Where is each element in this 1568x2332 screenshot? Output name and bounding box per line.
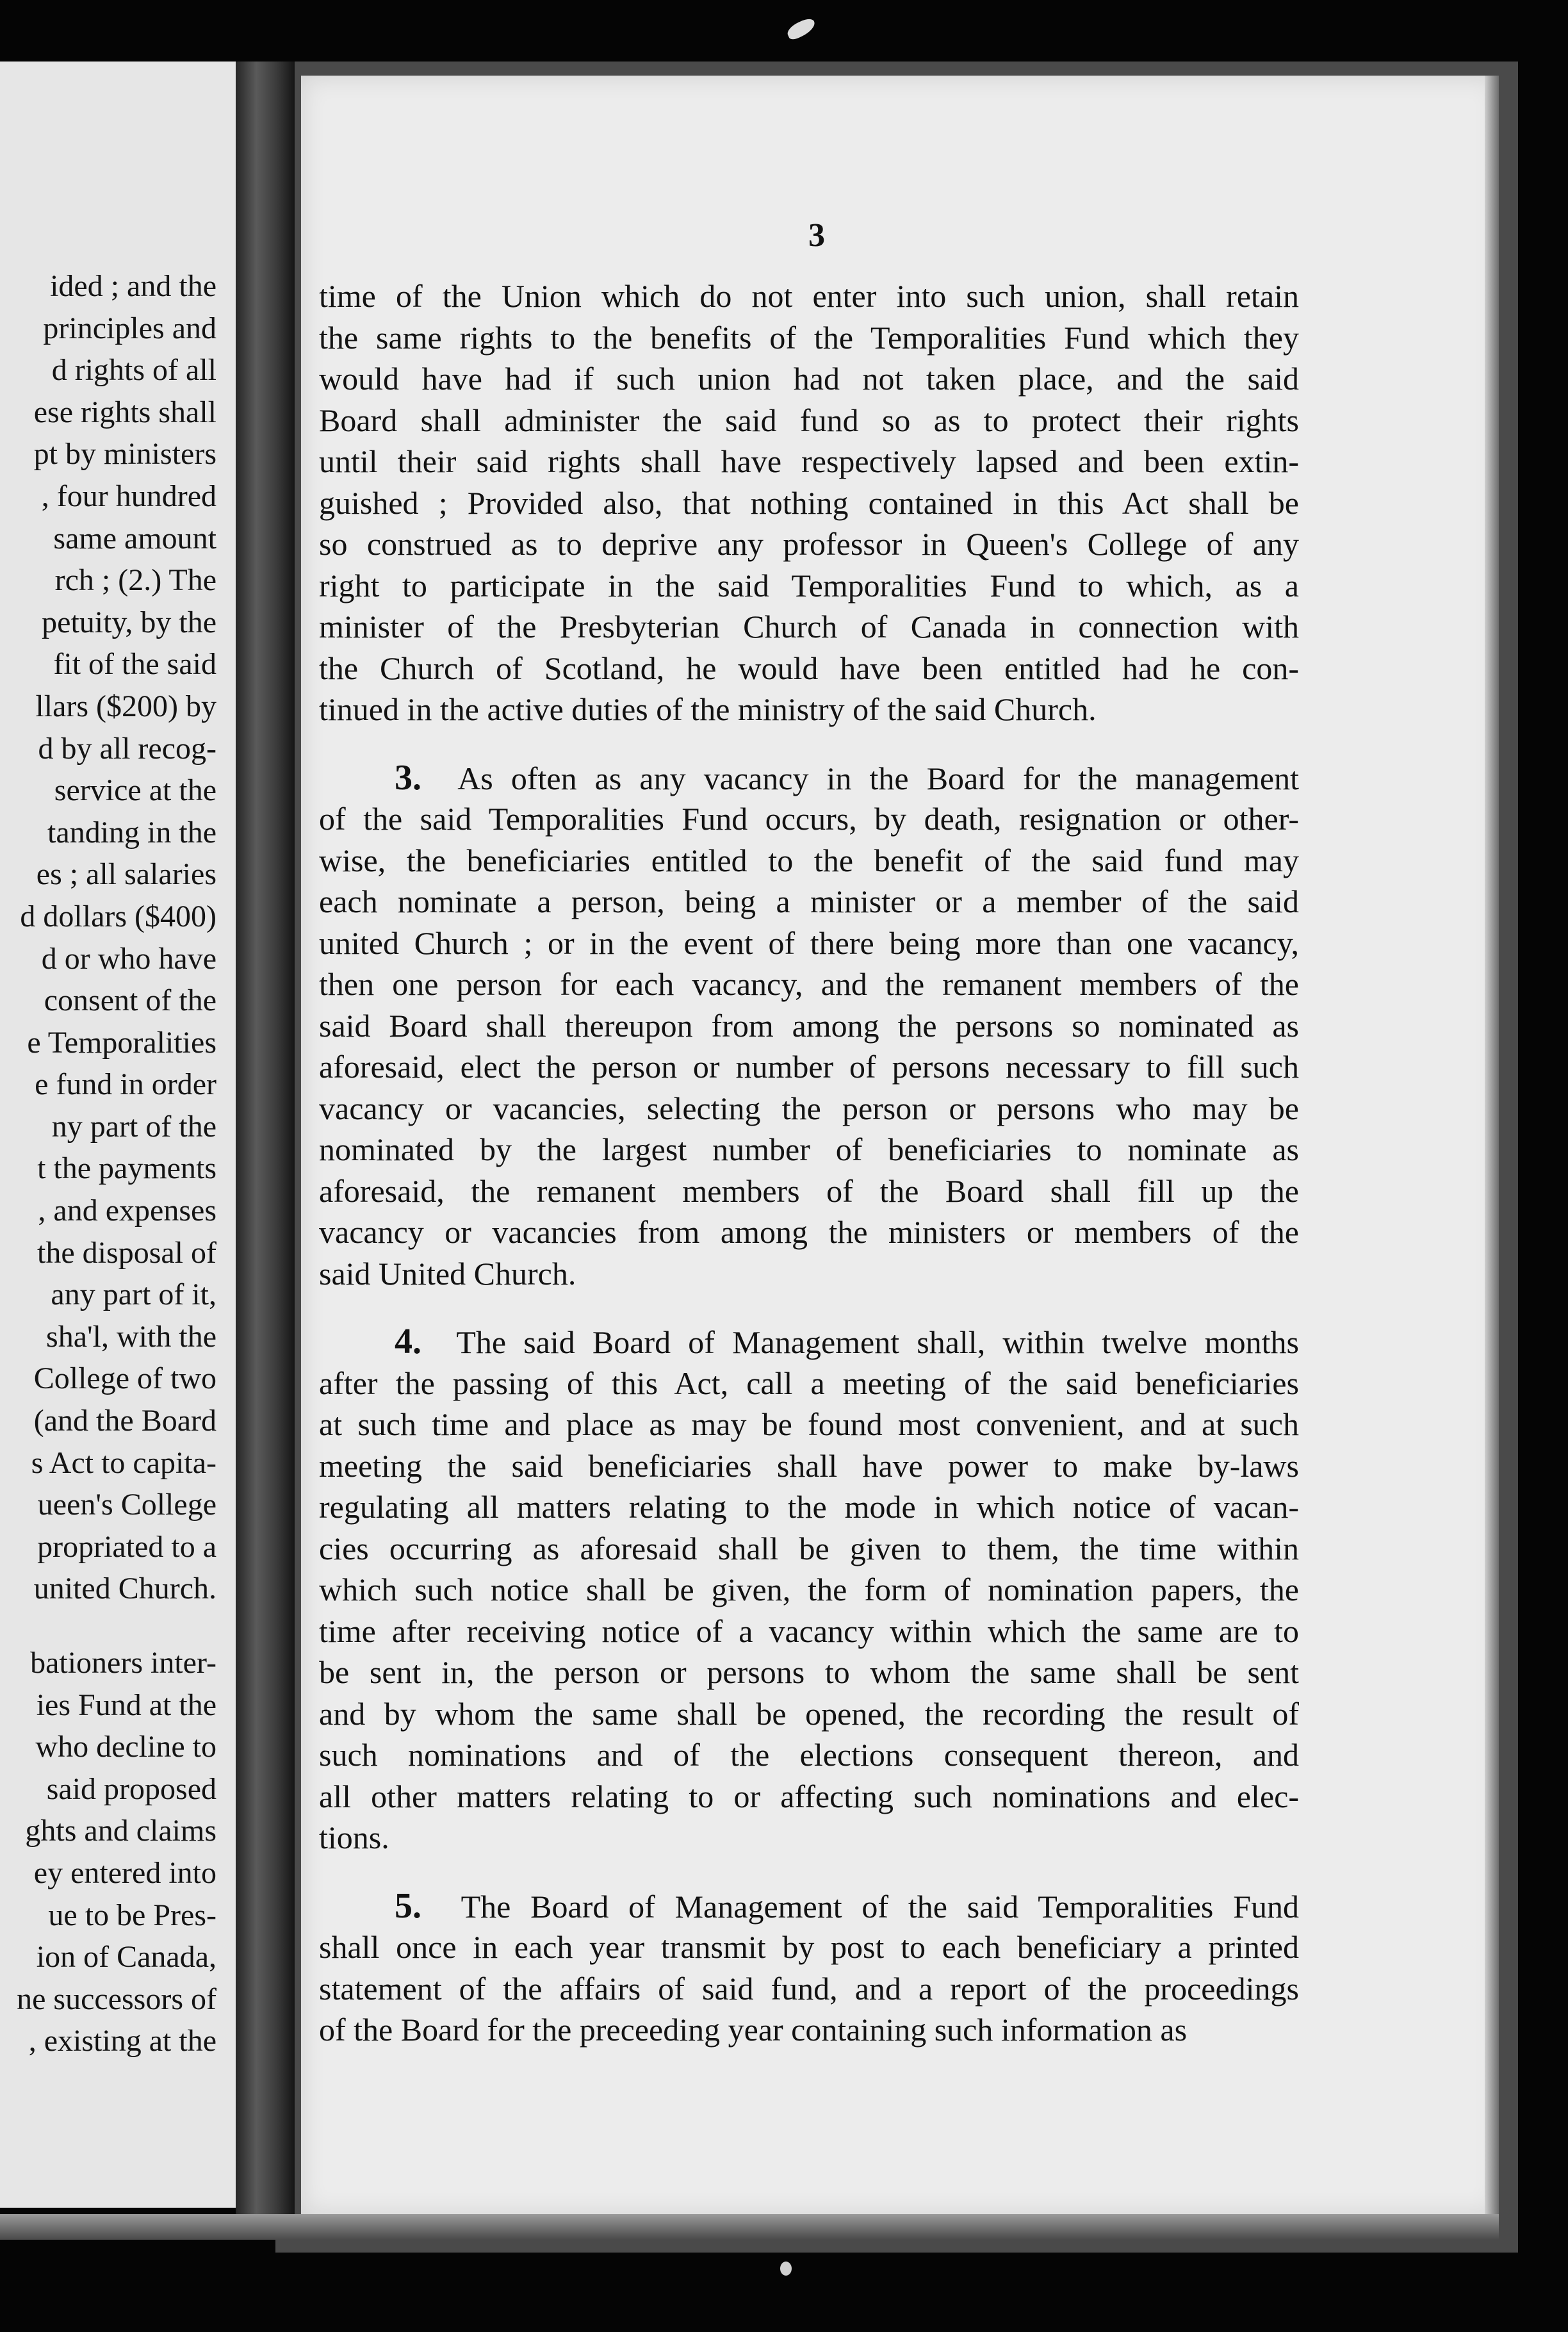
text-line: aforesaid, elect the person or number of persons necessary to fill such <box>319 1049 1299 1085</box>
text-line: be sent in, the person or persons to whom the same shall be sent <box>319 1654 1299 1690</box>
text-line: then one person for each vacancy, and the remanent members of the <box>319 966 1299 1002</box>
facing-page-line: ey entered into <box>33 1855 216 1890</box>
text-line: right to participate in the said Temporalities Fund to which, as a <box>319 567 1299 604</box>
facing-page-line: petuity, by the <box>42 605 216 639</box>
section-number: 5. <box>395 1885 421 1926</box>
facing-page-line: , existing at the <box>28 2024 216 2058</box>
text-line: would have had if such union had not taken place, and the said <box>319 361 1299 397</box>
facing-page-line: t the payments <box>37 1151 216 1186</box>
text-line: vacancy or vacancies from among the ministers or members of the <box>319 1214 1299 1250</box>
section-4 <box>319 1321 1299 1859</box>
section-text: The Board of Management of the said Temporalities Fund <box>461 1888 1299 1925</box>
facing-page-line: llars ($200) by <box>35 689 216 723</box>
facing-page-line: , and expenses <box>38 1194 216 1228</box>
text-line: which such notice shall be given, the form of nomination papers, the <box>319 1572 1299 1607</box>
scan-speck-bottom <box>780 2262 792 2276</box>
text-line: aforesaid, the remanent members of the Board shall fill up the <box>319 1172 1299 1209</box>
paragraph-gap <box>319 1294 1299 1321</box>
text-line: the Church of Scotland, he would have been entitled had he con- <box>319 650 1299 686</box>
facing-page-line: consent of the <box>44 983 216 1018</box>
facing-page <box>0 62 238 2208</box>
text-line: cies occurring as aforesaid shall be given to them, the time within <box>319 1530 1299 1566</box>
text-line: each nominate a person, being a minister or a member of the said <box>319 883 1299 919</box>
facing-page-line: e fund in order <box>35 1067 216 1102</box>
section-number: 3. <box>395 757 421 798</box>
facing-page-line: ny part of the <box>51 1109 216 1144</box>
text-line: shall once in each year transmit by post to each beneficiary a printed <box>319 1929 1299 1965</box>
section-3 <box>319 757 1299 1295</box>
facing-page-line: ies Fund at the <box>36 1687 216 1722</box>
text-line: vacancy or vacancies, selecting the person or persons who may be <box>319 1090 1299 1126</box>
facing-page-line: d by all recog- <box>38 731 216 766</box>
text-line: statement of the affairs of said fund, and a report of the proceedings <box>319 1970 1299 2007</box>
text-line: time after receiving notice of a vacancy within which the same are to <box>319 1613 1299 1649</box>
facing-page-line: (and the Board <box>33 1404 216 1438</box>
text-line: so construed as to deprive any professor in Queen's College of any <box>319 526 1299 562</box>
text-line: Board shall administer the said fund so as to protect their rights <box>319 402 1299 438</box>
facing-page-line: College of two <box>33 1361 216 1396</box>
paragraph-gap <box>319 1859 1299 1885</box>
text-line: of the said Temporalities Fund occurs, by death, resignation or other- <box>319 801 1299 837</box>
text-line: regulating all matters relating to the mode in which notice of vacan- <box>319 1489 1299 1525</box>
text-line: united Church ; or in the event of there being more than one vacancy, <box>319 924 1299 961</box>
facing-page-line: ne successors of <box>17 1982 216 2016</box>
section-text: The said Board of Management shall, within twelve months <box>456 1324 1299 1360</box>
facing-page-line: same amount <box>53 521 216 555</box>
facing-page-line: who decline to <box>35 1730 216 1764</box>
facing-page-line: the disposal of <box>37 1235 216 1270</box>
page-edge <box>1485 76 1499 2222</box>
page-body <box>319 275 1299 2051</box>
text-line: wise, the beneficiaries entitled to the benefit of the said fund may <box>319 842 1299 878</box>
text-line: time of the Union which do not enter into such union, shall retain <box>319 278 1299 314</box>
facing-page-line: sha'l, with the <box>46 1319 216 1354</box>
text-line: tions. <box>319 1819 389 1855</box>
scan-speck-top <box>785 16 818 41</box>
text-line <box>319 1321 1299 1363</box>
facing-page-line <box>0 1610 216 1642</box>
facing-page-line: es ; all salaries <box>36 857 216 892</box>
text-line: said United Church. <box>319 1255 576 1292</box>
facing-page-line: propriated to a <box>37 1529 216 1564</box>
facing-page-line: d or who have <box>41 941 216 976</box>
facing-page-line: d dollars ($400) <box>20 899 216 933</box>
facing-page-line: bationers inter- <box>30 1646 216 1680</box>
section-5 <box>319 1885 1299 2051</box>
facing-page-line: , four hundred <box>41 479 216 513</box>
text-line: said Board shall thereupon from among the persons so nominated as <box>319 1007 1299 1044</box>
facing-page-line: rch ; (2.) The <box>54 563 216 598</box>
facing-page-line: ese rights shall <box>33 395 216 429</box>
text-line: meeting the said beneficiaries shall have power to make by-laws <box>319 1447 1299 1484</box>
facing-page-line: ghts and claims <box>25 1814 216 1848</box>
facing-page-line: e Temporalities <box>27 1025 216 1060</box>
facing-page-line: said proposed <box>46 1771 216 1806</box>
facing-page-text <box>0 265 216 2062</box>
text-line <box>319 757 1299 799</box>
facing-page-line: tanding in the <box>47 815 216 850</box>
facing-page-line: ided ; and the <box>50 269 216 303</box>
text-line: minister of the Presbyterian Church of Canada in connection with <box>319 609 1299 645</box>
text-line: nominated by the largest number of beneficiaries to nominate as <box>319 1131 1299 1167</box>
text-line: of the Board for the preceeding year containing such information as <box>319 2012 1188 2048</box>
text-line: guished ; Provided also, that nothing contained in this Act shall be <box>319 484 1299 521</box>
paragraph-gap <box>319 730 1299 757</box>
text-line <box>319 1885 1299 1927</box>
facing-page-line: service at the <box>54 773 216 808</box>
text-line: tinued in the active duties of the ministry of the said Church. <box>319 691 1097 727</box>
book-gutter <box>236 62 295 2214</box>
text-line: after the passing of this Act, call a meeting of the said beneficiaries <box>319 1365 1299 1401</box>
facing-page-line: united Church. <box>33 1572 216 1606</box>
facing-page-line: any part of it, <box>51 1277 216 1312</box>
facing-page-line: s Act to capita- <box>31 1445 216 1480</box>
section-number: 4. <box>395 1322 421 1361</box>
facing-page-line: ue to be Pres- <box>48 1898 216 1932</box>
facing-page-line: ion of Canada, <box>36 1940 216 1975</box>
facing-page-line: ueen's College <box>37 1488 216 1522</box>
facing-page-line: pt by ministers <box>33 437 216 472</box>
page-bottom-edge <box>0 2214 1499 2240</box>
text-line: such nominations and of the elections consequent thereon, and <box>319 1737 1299 1773</box>
text-line: until their said rights shall have respectively lapsed and been extin- <box>319 443 1299 479</box>
facing-page-line: d rights of all <box>51 353 216 388</box>
text-line: all other matters relating to or affecting such nominations and elec- <box>319 1778 1299 1814</box>
section-text: As often as any vacancy in the Board for the management <box>457 760 1299 796</box>
text-line: the same rights to the benefits of the Temporalities Fund which they <box>319 319 1299 356</box>
text-line: at such time and place as may be found most convenient, and at such <box>319 1406 1299 1442</box>
main-page <box>301 76 1499 2215</box>
page-number-text: 3 <box>808 217 825 254</box>
continued-paragraph <box>319 275 1299 730</box>
facing-page-line: principles and <box>43 311 216 345</box>
facing-page-line: fit of the said <box>53 647 216 682</box>
text-line: and by whom the same shall be opened, the recording the result of <box>319 1695 1299 1732</box>
